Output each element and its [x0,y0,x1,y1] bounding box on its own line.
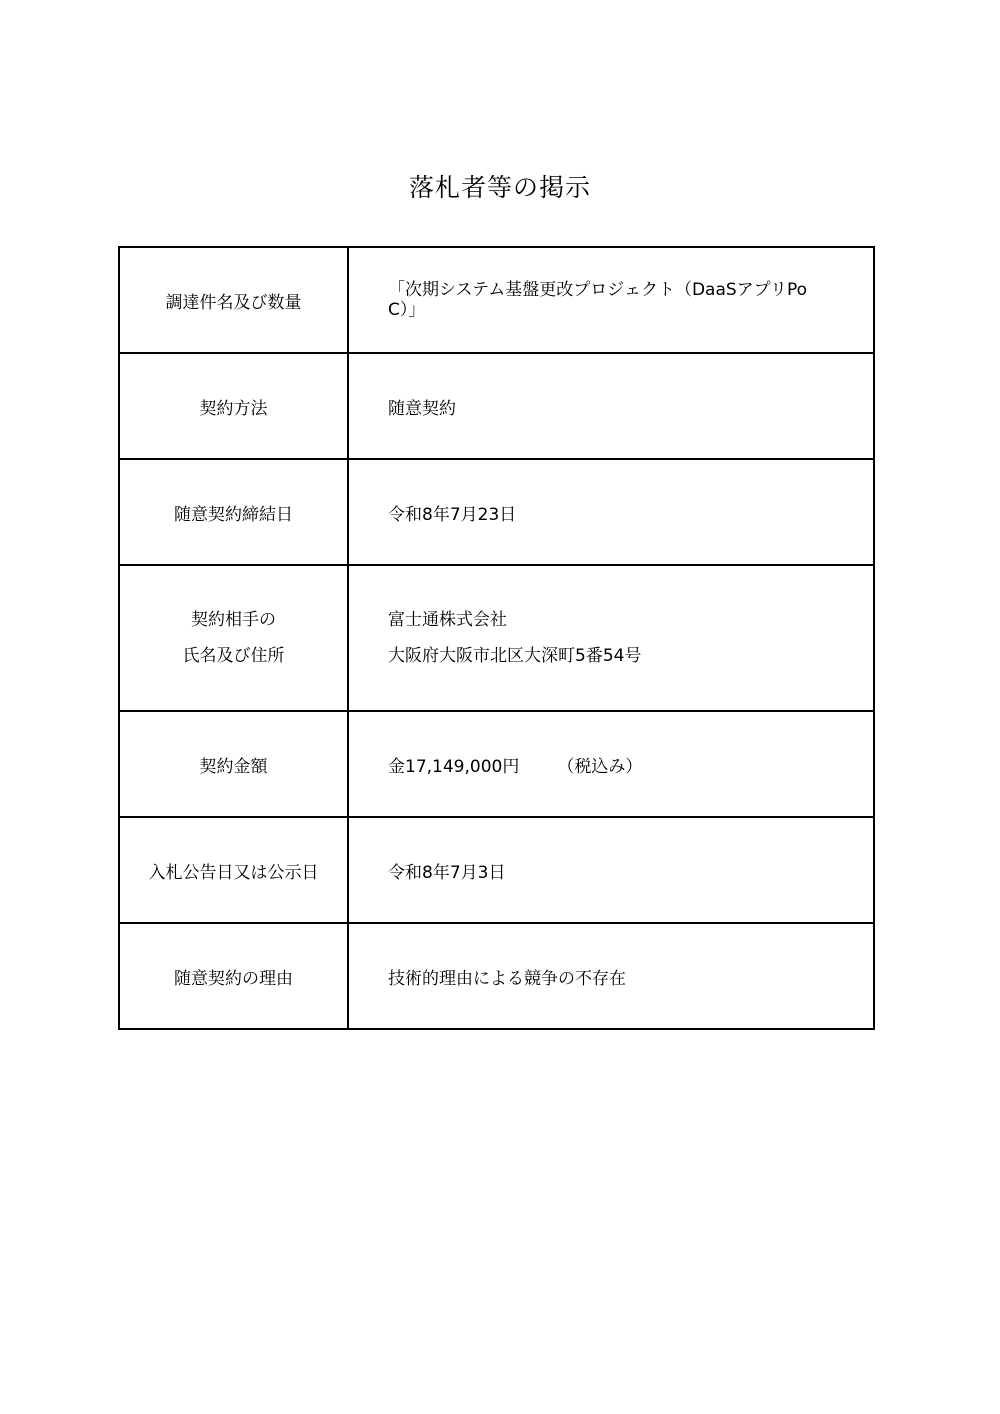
table-row-contract-amount [119,711,874,817]
contractor-label-line-1: 契約相手の [191,610,276,630]
contractor-address: 大阪府大阪市北区大深町5番54号 [388,646,642,666]
table-row-contractor [119,565,874,711]
procurement-item-label: 調達件名及び数量 [119,247,348,353]
contract-date-label: 随意契約締結日 [119,459,348,565]
contract-date-value: 令和8年7月23日 [348,459,874,565]
contract-reason-label: 随意契約の理由 [119,923,348,1029]
contract-amount-value [348,711,874,817]
contract-method-label: 契約方法 [119,353,348,459]
table-row-contract-date [119,459,874,565]
table-row-procurement-item [119,247,874,353]
contractor-label [119,565,348,711]
notice-table [118,246,875,1030]
contract-amount-label: 契約金額 [119,711,348,817]
announcement-date-label: 入札公告日又は公示日 [119,817,348,923]
announcement-date-value: 令和8年7月3日 [348,817,874,923]
contractor-label-line-2: 氏名及び住所 [182,646,285,666]
contractor-value [348,565,874,711]
contract-reason-value: 技術的理由による競争の不存在 [348,923,874,1029]
table-row-contract-method [119,353,874,459]
table-row-announcement-date [119,817,874,923]
procurement-item-value [348,247,874,353]
page-title: 落札者等の掲示 [408,173,591,202]
procurement-item-text: 「次期システム基盤更改プロジェクト（DaaSアプリPoC）」 [388,280,808,320]
contract-method-value: 随意契約 [348,353,874,459]
contract-amount-text: 金17,149,000円 [388,756,520,777]
contractor-name: 富士通株式会社 [388,610,507,630]
table-row-contract-reason [119,923,874,1029]
tax-included-note: （税込み） [557,756,643,777]
